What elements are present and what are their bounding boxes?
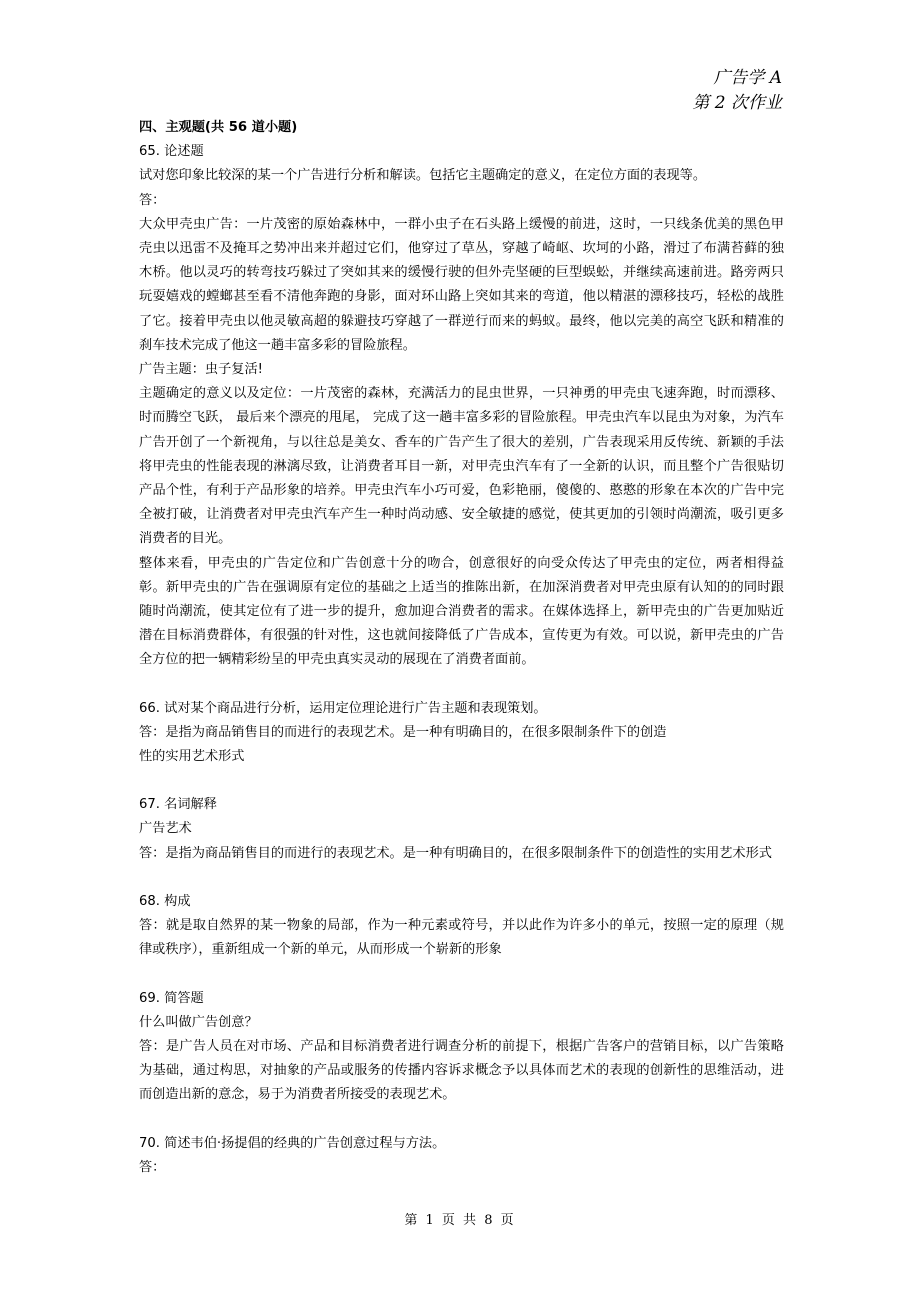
question-69-text: 什么叫做广告创意？ — [139, 1014, 258, 1030]
assignment-title: 第 2 次作业 — [692, 93, 782, 113]
question-67-term: 广告艺术 — [139, 821, 192, 837]
answer-65-label: 答： — [139, 192, 166, 208]
spacer — [139, 963, 784, 987]
section-title: 四、主观题(共 56 道小题) — [139, 120, 298, 135]
spacer — [139, 673, 784, 697]
question-67-title: 67. 名词解释 — [139, 797, 217, 813]
page-header — [692, 66, 782, 116]
answer-68: 答：就是取自然界的某一物象的局部，作为一种元素或符号，并以此作为许多小的单元，按照一定的原理（规律或秩序），重新组成一个新的单元，从而形成一个崭新的形象 — [139, 918, 784, 958]
answer-66-line-1: 答：是指为商品销售目的而进行的表现艺术。是一种有明确目的，在很多限制条件下的创造 — [139, 724, 667, 740]
course-title: 广告学 A — [713, 68, 782, 88]
question-70-title: 70. 简述韦伯·扬提倡的经典的广告创意过程与方法。 — [139, 1135, 446, 1151]
answer-66-line-2: 性的实用艺术形式 — [139, 749, 245, 765]
answer-65-paragraph-1: 大众甲壳虫广告：一片茂密的原始森林中，一群小虫子在石头路上缓慢的前进，这时，一只线条优美的黑色甲壳虫以迅雷不及掩耳之势冲出来并超过它们，他穿过了草丛，穿越了崎岖、坎坷的小路，滑过了布满苔藓的独木桥。他以灵巧的转弯技巧躲过了突如其来的缓慢行驶的但外壳坚硬的巨型蜈蚣，并继续高速前进。路旁两只玩耍嬉戏的螳螂甚至看不清他奔跑的身影，面对环山路上突如其来的弯道，他以精湛的漂移技巧，轻松的战胜了它。接着甲壳虫以他灵敏高超的躲避技巧穿越了一群逆行而来的蚂蚁。最终，他以完美的高空飞跃和精准的刹车技术完成了他这一趟丰富多彩的冒险旅程。 — [139, 216, 784, 353]
answer-65-paragraph-4: 整体来看，甲壳虫的广告定位和广告创意十分的吻合，创意很好的向受众传达了甲壳虫的定位，两者相得益彰。新甲壳虫的广告在强调原有定位的基础之上适当的推陈出新，在加深消费者对甲壳虫原有认知的的同时跟随时尚潮流，使其定位有了进一步的提升，愈加迎合消费者的需求。在媒体选择上，新甲壳虫的广告更加贴近潜在目标消费群体，有很强的针对性，这也就间接降低了广告成本，宣传更为有效。可以说，新甲壳虫的广告全方位的把一辆精彩纷呈的甲壳虫真实灵动的展现在了消费者面前。 — [139, 555, 784, 668]
page-footer: 第 1 页 共 8 页 — [404, 1213, 516, 1228]
document-body — [139, 116, 784, 1180]
answer-70-label: 答： — [139, 1159, 166, 1175]
question-65-title: 65. 论述题 — [139, 144, 204, 160]
question-66-title: 66. 试对某个商品进行分析，运用定位理论进行广告主题和表现策划。 — [139, 700, 547, 716]
answer-67: 答：是指为商品销售目的而进行的表现艺术。是一种有明确目的，在很多限制条件下的创造性的实用艺术形式 — [139, 845, 772, 861]
question-69-title: 69. 简答题 — [139, 990, 204, 1006]
answer-65-paragraph-2: 广告主题：虫子复活! — [139, 362, 263, 378]
question-65-text: 试对您印象比较深的某一个广告进行分析和解读。包括它主题确定的意义，在定位方面的表现等。 — [139, 168, 707, 184]
question-68-title: 68. 构成 — [139, 893, 191, 909]
spacer — [139, 769, 784, 793]
answer-65-paragraph-3: 主题确定的意义以及定位：一片茂密的森林，充满活力的昆虫世界，一只神勇的甲壳虫飞速奔跑，时而漂移、时而腾空飞跃， 最后来个漂亮的甩尾， 完成了这一趟丰富多彩的冒险旅程。甲壳虫汽车以昆虫为对象，为汽车广告开创了一个新视角，与以往总是美女、香车的广告产生了很大的差别，广告表现采用反传统、新颖的手法将甲壳虫的性能表现的淋漓尽致，让消费者耳目一新，对甲壳虫汽车有了一全新的认识，而且整个广告很贴切产品个性，有利于产品形象的培养。甲壳虫汽车小巧可爱，色彩艳丽，傻傻的、憨憨的形象在本次的广告中完全被打破，让消费者对甲壳虫汽车产生一种时尚动感、安全敏捷的感觉，使其更加的引领时尚潮流，吸引更多消费者的目光。 — [139, 386, 784, 547]
spacer — [139, 866, 784, 890]
spacer — [139, 1108, 784, 1132]
answer-69: 答：是广告人员在对市场、产品和目标消费者进行调查分析的前提下，根据广告客户的营销目标，以广告策略为基础，通过构思，对抽象的产品或服务的传播内容诉求概念予以具体而艺术的表现的创新性的思维活动，进而创造出新的意念，易于为消费者所接受的表现艺术。 — [139, 1038, 784, 1103]
